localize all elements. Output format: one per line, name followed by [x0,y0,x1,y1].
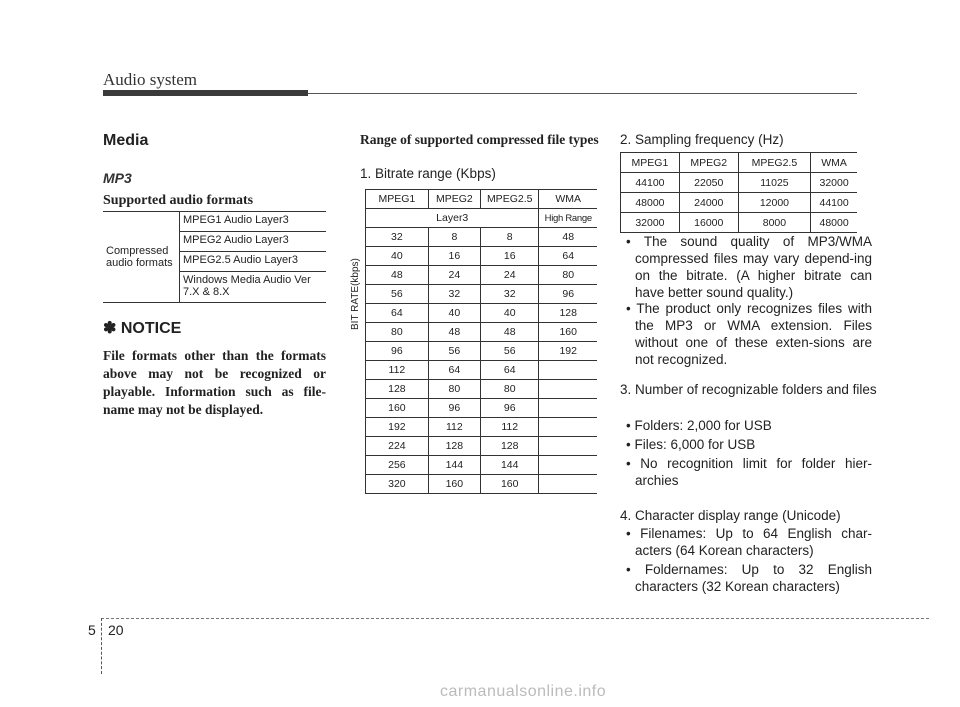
table-cell: 48 [366,266,429,285]
bullet-folders: • Folders: 2,000 for USB [626,418,772,433]
header-bar [103,90,308,96]
table-cell: 96 [366,342,429,361]
format-item: MPEG2 Audio Layer3 [180,232,327,252]
table-cell: 24 [428,266,480,285]
table-cell: 32 [480,285,539,304]
table-cell: 112 [428,418,480,437]
table-cell: 128 [428,437,480,456]
table-cell: 32 [366,228,429,247]
table-cell: 160 [366,399,429,418]
format-item: Windows Media Audio Ver 7.X & 8.X [180,272,327,303]
table-row [366,418,598,437]
table-cell: 224 [366,437,429,456]
bitrate-header: MPEG2 [428,190,480,209]
table-row [366,323,598,342]
table-cell: 64 [428,361,480,380]
table-row [366,456,598,475]
table-cell: 12000 [738,193,811,213]
chapter-number: 5 [88,622,96,638]
table-row [366,266,598,285]
table-cell: 256 [366,456,429,475]
table-cell: 44100 [811,193,857,213]
table-row [366,399,598,418]
sampling-heading: 2. Sampling frequency (Hz) [620,132,784,147]
bullet-no-limit: • No recognition limit for folder hier-archies [626,456,872,488]
table-row [366,228,598,247]
bitrate-header: WMA [539,190,597,209]
table-row [366,247,598,266]
table-cell: 8 [480,228,539,247]
bullet-extension: • The product only recognizes files with the MP3 or WMA extension. Files without one of these exten-sions are not recognized. [626,301,872,367]
table-cell: 96 [480,399,539,418]
page-number: 20 [108,622,124,638]
table-cell: 96 [428,399,480,418]
table-cell: 320 [366,475,429,494]
table-cell: 24 [480,266,539,285]
table-cell: 32 [428,285,480,304]
table-cell: 32000 [811,173,857,193]
table-cell: 40 [428,304,480,323]
table-cell: 56 [428,342,480,361]
table-cell [539,399,597,418]
table-cell: 40 [480,304,539,323]
table-cell: 48 [539,228,597,247]
bullet-files: • Files: 6,000 for USB [626,437,756,452]
bullet-foldernames: • Foldernames: Up to 32 English characters (32 Korean characters) [626,562,872,594]
table-cell: 8000 [738,213,811,233]
table-cell [539,456,597,475]
table-row [366,361,598,380]
table-cell: 80 [480,380,539,399]
bitrate-table [365,189,597,494]
table-cell: 11025 [738,173,811,193]
table-cell: 64 [539,247,597,266]
bitrate-header: MPEG2.5 [480,190,539,209]
table-cell: 80 [539,266,597,285]
table-cell: 112 [480,418,539,437]
table-row [366,475,598,494]
format-item: MPEG1 Audio Layer3 [180,212,327,232]
sampling-header: WMA [811,153,857,173]
table-cell: 128 [366,380,429,399]
range-heading: Range of supported compressed file types [360,132,599,147]
table-cell: 48000 [621,193,680,213]
table-cell [539,475,597,494]
notice-body: File formats other than the formats above may not be recognized or playable. Information such as file-name may not be displayed. [103,348,326,417]
sampling-header: MPEG2.5 [738,153,811,173]
table-row [621,213,858,233]
wma-range-label: High Range [539,209,597,228]
header-rule [308,93,857,94]
table-cell: 24000 [679,193,738,213]
table-cell: 80 [366,323,429,342]
layer-label: Layer3 [366,209,539,228]
table-cell: 144 [428,456,480,475]
table-cell: 144 [480,456,539,475]
table-cell: 48000 [811,213,857,233]
table-cell [539,380,597,399]
table-cell: 16000 [679,213,738,233]
supported-formats-label: Supported audio formats [103,193,254,208]
table-row [366,342,598,361]
table-row [366,437,598,456]
table-row [366,380,598,399]
table-cell: 96 [539,285,597,304]
table-row [621,173,858,193]
table-cell: 44100 [621,173,680,193]
table-cell [539,418,597,437]
table-cell: 128 [480,437,539,456]
sub-title: MP3 [103,170,132,186]
table-cell: 128 [539,304,597,323]
format-item: MPEG2.5 Audio Layer3 [180,252,327,272]
sampling-header: MPEG1 [621,153,680,173]
table-cell: 22050 [679,173,738,193]
watermark: carmanualsonline.info [440,683,607,700]
table-row [366,285,598,304]
table-cell: 40 [366,247,429,266]
bitrate-axis-label: BIT RATE(kbps) [350,258,361,330]
format-table [103,211,326,303]
table-cell: 160 [480,475,539,494]
sampling-table [620,152,857,233]
header-title: Audio system [103,70,197,89]
table-cell [539,361,597,380]
notice-title: ✽ NOTICE [103,320,182,337]
table-cell: 16 [428,247,480,266]
table-cell: 48 [480,323,539,342]
table-cell: 192 [366,418,429,437]
table-cell: 112 [366,361,429,380]
table-cell: 160 [428,475,480,494]
table-cell: 56 [480,342,539,361]
folders-heading: 3. Number of recognizable folders and files [620,382,877,397]
table-cell: 56 [366,285,429,304]
bullet-filenames: • Filenames: Up to 64 English char-acters (64 Korean characters) [626,526,872,558]
table-cell: 64 [366,304,429,323]
footer-rule [101,618,929,619]
table-cell: 64 [480,361,539,380]
bitrate-header: MPEG1 [366,190,429,209]
table-cell: 16 [480,247,539,266]
table-row [621,193,858,213]
table-cell: 8 [428,228,480,247]
table-cell: 80 [428,380,480,399]
display-heading: 4. Character display range (Unicode) [620,508,841,523]
table-cell: 48 [428,323,480,342]
bullet-quality: • The sound quality of MP3/WMA compressed files may vary depend-ing on the bitrate. (A higher bitrate can have better sound quality.) [626,234,872,300]
bitrate-heading: 1. Bitrate range (Kbps) [360,166,496,181]
section-title: Media [103,132,149,149]
table-cell: 32000 [621,213,680,233]
table-row [366,304,598,323]
format-row-label: Compressed audio formats [103,212,180,303]
table-cell [539,437,597,456]
footer-divider [101,618,102,674]
sampling-header: MPEG2 [679,153,738,173]
table-cell: 192 [539,342,597,361]
table-cell: 160 [539,323,597,342]
